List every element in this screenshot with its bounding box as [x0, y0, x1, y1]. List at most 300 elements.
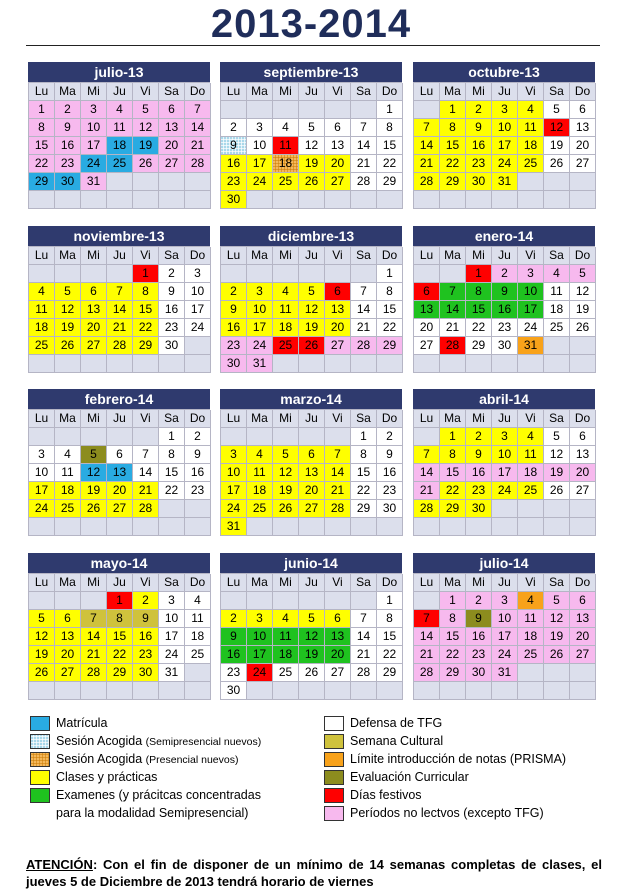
day-cell: 9	[221, 137, 247, 155]
legend-sublabel: (Presencial nuevos)	[145, 754, 239, 766]
month-septiembre-13	[220, 62, 402, 209]
month-days	[220, 409, 402, 536]
day-cell: 18	[273, 646, 299, 664]
day-cell: 22	[107, 646, 133, 664]
day-cell: 12	[273, 464, 299, 482]
legend-swatch	[324, 734, 344, 749]
weekday-header: Do	[185, 410, 211, 428]
weekday-header: Do	[185, 247, 211, 265]
legend-swatch	[324, 806, 344, 821]
month-days	[220, 246, 402, 373]
day-cell: 31	[492, 173, 518, 191]
day-cell: 6	[299, 446, 325, 464]
day-cell: 11	[273, 137, 299, 155]
day-cell: 19	[299, 155, 325, 173]
empty-cell	[299, 355, 325, 373]
day-cell: 22	[440, 155, 466, 173]
empty-cell	[544, 664, 570, 682]
day-cell: 27	[325, 664, 351, 682]
legend-label: Clases y prácticas	[56, 770, 158, 784]
empty-cell	[185, 355, 211, 373]
empty-cell	[29, 265, 55, 283]
legend-no-lectivos	[324, 806, 544, 822]
month-days	[220, 573, 402, 700]
empty-cell	[273, 355, 299, 373]
day-cell: 2	[221, 610, 247, 628]
month-days	[413, 246, 595, 373]
day-cell: 4	[273, 283, 299, 301]
empty-cell	[55, 265, 81, 283]
legend-clases	[30, 770, 157, 786]
weekday-header: Vi	[133, 410, 159, 428]
day-cell: 1	[440, 592, 466, 610]
month-diciembre-13	[220, 226, 402, 373]
empty-cell	[107, 682, 133, 700]
weekday-header: Lu	[414, 83, 440, 101]
day-cell: 20	[299, 482, 325, 500]
day-cell: 24	[492, 155, 518, 173]
day-cell: 24	[247, 664, 273, 682]
day-cell: 15	[466, 301, 492, 319]
day-cell: 4	[518, 428, 544, 446]
day-cell: 24	[518, 319, 544, 337]
empty-cell	[325, 592, 351, 610]
month-days	[28, 573, 210, 700]
day-cell: 3	[518, 265, 544, 283]
empty-cell	[273, 265, 299, 283]
empty-cell	[29, 355, 55, 373]
empty-cell	[185, 518, 211, 536]
day-cell: 18	[185, 628, 211, 646]
day-cell: 7	[185, 101, 211, 119]
day-cell: 7	[414, 610, 440, 628]
weekday-header: Lu	[414, 410, 440, 428]
day-cell: 20	[107, 482, 133, 500]
day-cell: 28	[133, 500, 159, 518]
day-cell: 20	[159, 137, 185, 155]
legend-swatch	[324, 752, 344, 767]
day-cell: 14	[325, 464, 351, 482]
empty-cell	[29, 191, 55, 209]
weekday-header: Vi	[518, 247, 544, 265]
weekday-header: Lu	[29, 410, 55, 428]
day-cell: 9	[466, 610, 492, 628]
empty-cell	[570, 682, 596, 700]
day-cell: 23	[185, 482, 211, 500]
day-cell: 24	[492, 482, 518, 500]
empty-cell	[414, 265, 440, 283]
legend-swatch	[30, 752, 50, 767]
day-cell: 1	[351, 428, 377, 446]
day-cell: 15	[29, 137, 55, 155]
month-octubre-13	[413, 62, 595, 209]
day-cell: 21	[351, 155, 377, 173]
weekday-header: Sa	[544, 247, 570, 265]
day-cell: 31	[492, 664, 518, 682]
day-cell: 6	[81, 283, 107, 301]
empty-cell	[440, 682, 466, 700]
empty-cell	[544, 682, 570, 700]
day-cell: 20	[81, 319, 107, 337]
day-cell: 15	[377, 137, 403, 155]
day-cell: 26	[55, 337, 81, 355]
empty-cell	[185, 682, 211, 700]
weekday-header: Ju	[299, 83, 325, 101]
day-cell: 6	[325, 283, 351, 301]
day-cell: 15	[440, 137, 466, 155]
empty-cell	[159, 682, 185, 700]
day-cell: 17	[81, 137, 107, 155]
day-cell: 16	[159, 301, 185, 319]
day-cell: 12	[544, 610, 570, 628]
day-cell: 6	[325, 610, 351, 628]
day-cell: 30	[159, 337, 185, 355]
empty-cell	[81, 265, 107, 283]
day-cell: 16	[466, 628, 492, 646]
day-cell: 25	[55, 500, 81, 518]
day-cell: 11	[518, 446, 544, 464]
empty-cell	[570, 355, 596, 373]
day-cell: 23	[221, 337, 247, 355]
day-cell: 12	[133, 119, 159, 137]
empty-cell	[273, 191, 299, 209]
day-cell: 19	[299, 319, 325, 337]
empty-cell	[414, 682, 440, 700]
day-cell: 7	[351, 283, 377, 301]
day-cell: 3	[247, 119, 273, 137]
day-cell: 24	[159, 646, 185, 664]
day-cell: 8	[133, 283, 159, 301]
day-cell: 26	[81, 500, 107, 518]
day-cell: 14	[81, 628, 107, 646]
empty-cell	[325, 428, 351, 446]
day-cell: 23	[466, 646, 492, 664]
weekday-header: Lu	[221, 247, 247, 265]
day-cell: 27	[325, 337, 351, 355]
day-cell: 11	[273, 301, 299, 319]
empty-cell	[325, 682, 351, 700]
empty-cell	[325, 265, 351, 283]
empty-cell	[377, 191, 403, 209]
day-cell: 26	[29, 664, 55, 682]
day-cell: 16	[133, 628, 159, 646]
day-cell: 4	[247, 446, 273, 464]
day-cell: 11	[29, 301, 55, 319]
empty-cell	[299, 101, 325, 119]
day-cell: 17	[492, 628, 518, 646]
day-cell: 29	[377, 664, 403, 682]
day-cell: 7	[325, 446, 351, 464]
empty-cell	[81, 518, 107, 536]
day-cell: 21	[185, 137, 211, 155]
empty-cell	[29, 592, 55, 610]
weekday-header: Vi	[133, 83, 159, 101]
weekday-header: Mi	[273, 574, 299, 592]
day-cell: 26	[544, 646, 570, 664]
day-cell: 25	[273, 173, 299, 191]
empty-cell	[440, 518, 466, 536]
empty-cell	[377, 682, 403, 700]
empty-cell	[221, 101, 247, 119]
day-cell: 19	[81, 482, 107, 500]
weekday-header: Do	[570, 410, 596, 428]
day-cell: 9	[55, 119, 81, 137]
empty-cell	[492, 682, 518, 700]
weekday-header: Mi	[273, 247, 299, 265]
day-cell: 15	[107, 628, 133, 646]
day-cell: 4	[273, 610, 299, 628]
empty-cell	[466, 355, 492, 373]
empty-cell	[544, 191, 570, 209]
empty-cell	[377, 355, 403, 373]
day-cell: 8	[440, 610, 466, 628]
empty-cell	[221, 592, 247, 610]
empty-cell	[221, 428, 247, 446]
month-header: febrero-14	[28, 389, 210, 409]
weekday-header: Do	[570, 247, 596, 265]
empty-cell	[492, 191, 518, 209]
weekday-header: Ma	[247, 574, 273, 592]
empty-cell	[299, 265, 325, 283]
empty-cell	[351, 592, 377, 610]
day-cell: 7	[351, 119, 377, 137]
attention-note	[26, 856, 602, 890]
day-cell: 11	[518, 610, 544, 628]
day-cell: 12	[570, 283, 596, 301]
day-cell: 14	[107, 301, 133, 319]
empty-cell	[185, 337, 211, 355]
day-cell: 3	[221, 446, 247, 464]
day-cell: 27	[299, 500, 325, 518]
weekday-header: Ma	[55, 83, 81, 101]
day-cell: 26	[299, 337, 325, 355]
day-cell: 8	[377, 610, 403, 628]
weekday-header: Do	[185, 83, 211, 101]
day-cell: 22	[29, 155, 55, 173]
day-cell: 27	[325, 173, 351, 191]
title-divider	[26, 45, 600, 46]
day-cell: 21	[107, 319, 133, 337]
day-cell: 8	[107, 610, 133, 628]
day-cell: 3	[81, 101, 107, 119]
day-cell: 10	[185, 283, 211, 301]
day-cell: 21	[414, 482, 440, 500]
month-days	[28, 409, 210, 536]
day-cell: 22	[440, 646, 466, 664]
empty-cell	[440, 191, 466, 209]
weekday-header: Sa	[159, 410, 185, 428]
weekday-header: Vi	[325, 83, 351, 101]
empty-cell	[351, 355, 377, 373]
day-cell: 29	[440, 173, 466, 191]
day-cell: 2	[55, 101, 81, 119]
weekday-header: Ju	[107, 247, 133, 265]
weekday-header: Mi	[81, 574, 107, 592]
weekday-header: Mi	[81, 247, 107, 265]
empty-cell	[351, 191, 377, 209]
day-cell: 2	[377, 428, 403, 446]
month-header: enero-14	[413, 226, 595, 246]
day-cell: 17	[247, 155, 273, 173]
day-cell: 6	[325, 119, 351, 137]
day-cell: 21	[414, 155, 440, 173]
day-cell: 14	[351, 137, 377, 155]
empty-cell	[299, 428, 325, 446]
empty-cell	[159, 173, 185, 191]
empty-cell	[247, 518, 273, 536]
day-cell: 13	[570, 610, 596, 628]
day-cell: 28	[414, 500, 440, 518]
day-cell: 23	[377, 482, 403, 500]
weekday-header: Ju	[492, 410, 518, 428]
empty-cell	[185, 664, 211, 682]
day-cell: 23	[221, 173, 247, 191]
day-cell: 6	[159, 101, 185, 119]
day-cell: 2	[159, 265, 185, 283]
day-cell: 27	[107, 500, 133, 518]
legend-swatch	[324, 770, 344, 785]
day-cell: 24	[29, 500, 55, 518]
day-cell: 27	[55, 664, 81, 682]
empty-cell	[570, 337, 596, 355]
day-cell: 28	[440, 337, 466, 355]
day-cell: 18	[518, 628, 544, 646]
weekday-header: Sa	[351, 83, 377, 101]
day-cell: 9	[377, 446, 403, 464]
day-cell: 9	[492, 283, 518, 301]
empty-cell	[466, 191, 492, 209]
empty-cell	[133, 173, 159, 191]
day-cell: 31	[247, 355, 273, 373]
day-cell: 14	[133, 464, 159, 482]
day-cell: 5	[81, 446, 107, 464]
day-cell: 16	[466, 137, 492, 155]
day-cell: 3	[492, 428, 518, 446]
day-cell: 13	[107, 464, 133, 482]
day-cell: 5	[570, 265, 596, 283]
empty-cell	[29, 428, 55, 446]
weekday-header: Ma	[247, 410, 273, 428]
day-cell: 30	[492, 337, 518, 355]
weekday-header: Do	[570, 83, 596, 101]
day-cell: 12	[299, 137, 325, 155]
legend-examenes-line2	[56, 806, 248, 822]
month-enero-14	[413, 226, 595, 373]
day-cell: 4	[518, 592, 544, 610]
day-cell: 29	[440, 664, 466, 682]
day-cell: 23	[221, 664, 247, 682]
day-cell: 17	[492, 137, 518, 155]
month-header: julio-14	[413, 553, 595, 573]
empty-cell	[81, 682, 107, 700]
day-cell: 4	[107, 101, 133, 119]
empty-cell	[81, 355, 107, 373]
month-header: julio-13	[28, 62, 210, 82]
day-cell: 13	[570, 119, 596, 137]
empty-cell	[414, 428, 440, 446]
month-header: septiembre-13	[220, 62, 402, 82]
day-cell: 7	[81, 610, 107, 628]
day-cell: 20	[325, 646, 351, 664]
empty-cell	[544, 518, 570, 536]
month-marzo-14	[220, 389, 402, 536]
day-cell: 11	[247, 464, 273, 482]
legend-swatch	[30, 734, 50, 749]
day-cell: 12	[544, 119, 570, 137]
month-header: diciembre-13	[220, 226, 402, 246]
day-cell: 29	[29, 173, 55, 191]
weekday-header: Ju	[299, 410, 325, 428]
weekday-header: Do	[377, 83, 403, 101]
empty-cell	[518, 173, 544, 191]
day-cell: 19	[55, 319, 81, 337]
day-cell: 3	[492, 101, 518, 119]
day-cell: 18	[273, 155, 299, 173]
weekday-header: Lu	[221, 574, 247, 592]
empty-cell	[185, 191, 211, 209]
day-cell: 27	[81, 337, 107, 355]
day-cell: 7	[414, 119, 440, 137]
day-cell: 4	[29, 283, 55, 301]
month-header: abril-14	[413, 389, 595, 409]
day-cell: 9	[133, 610, 159, 628]
legend-swatch	[324, 716, 344, 731]
day-cell: 16	[55, 137, 81, 155]
day-cell: 6	[570, 101, 596, 119]
empty-cell	[159, 500, 185, 518]
day-cell: 20	[414, 319, 440, 337]
day-cell: 18	[247, 482, 273, 500]
empty-cell	[351, 682, 377, 700]
day-cell: 22	[377, 155, 403, 173]
empty-cell	[273, 682, 299, 700]
day-cell: 28	[325, 500, 351, 518]
day-cell: 11	[518, 119, 544, 137]
legend-defensa	[324, 716, 442, 732]
day-cell: 26	[299, 173, 325, 191]
weekday-header: Mi	[466, 410, 492, 428]
day-cell: 26	[133, 155, 159, 173]
day-cell: 24	[221, 500, 247, 518]
empty-cell	[133, 355, 159, 373]
weekday-header: Lu	[414, 247, 440, 265]
day-cell: 18	[518, 137, 544, 155]
empty-cell	[325, 191, 351, 209]
empty-cell	[159, 191, 185, 209]
day-cell: 3	[29, 446, 55, 464]
day-cell: 26	[544, 155, 570, 173]
empty-cell	[325, 355, 351, 373]
day-cell: 6	[570, 592, 596, 610]
day-cell: 22	[466, 319, 492, 337]
day-cell: 8	[377, 283, 403, 301]
weekday-header: Lu	[29, 83, 55, 101]
day-cell: 1	[440, 428, 466, 446]
empty-cell	[440, 355, 466, 373]
day-cell: 28	[414, 173, 440, 191]
empty-cell	[299, 191, 325, 209]
day-cell: 11	[544, 283, 570, 301]
day-cell: 2	[185, 428, 211, 446]
day-cell: 8	[29, 119, 55, 137]
month-header: noviembre-13	[28, 226, 210, 246]
empty-cell	[570, 173, 596, 191]
empty-cell	[81, 191, 107, 209]
empty-cell	[544, 173, 570, 191]
day-cell: 20	[325, 155, 351, 173]
day-cell: 13	[325, 137, 351, 155]
empty-cell	[518, 355, 544, 373]
